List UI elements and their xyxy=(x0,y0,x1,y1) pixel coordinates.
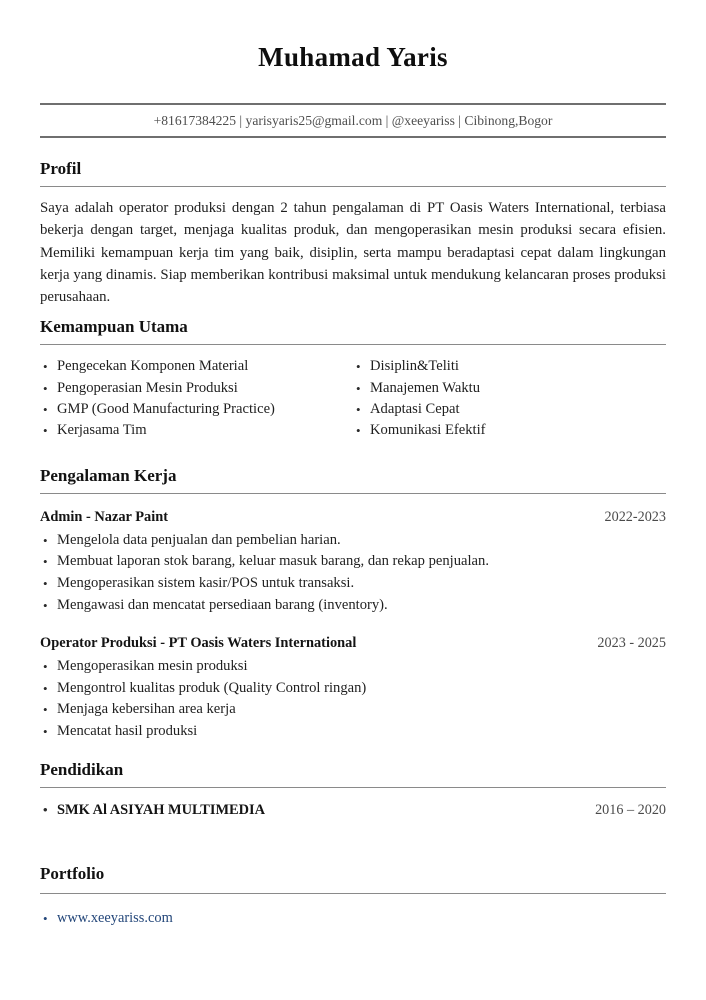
job-title: Admin - Nazar Paint xyxy=(40,508,169,525)
job-bullet: • Membuat laporan stok barang, keluar masuk barang, dan rekap penjualan. xyxy=(40,551,666,573)
contact-line: +81617384225 | yarisyaris25@gmail.com | @xeeyariss | Cibinong,Bogor xyxy=(153,113,553,128)
experience-heading: Pengalaman Kerja xyxy=(40,465,177,485)
divider xyxy=(40,186,666,187)
education-school: • SMK Al ASIYAH MULTIMEDIA xyxy=(40,800,265,820)
section-experience xyxy=(40,466,666,743)
section-profil xyxy=(40,159,666,308)
skill-item: • Komunikasi Efektif xyxy=(353,420,666,441)
job-bullet: • Mencatat hasil produksi xyxy=(40,721,666,743)
profil-text: Saya adalah operator produksi dengan 2 tahun pengalaman di PT Oasis Waters International, terbiasa bekerja dengan target, menjaga kualitas produk, dan mengoperasikan mesin produksi secara efisien. Memiliki kemampuan kerja tim yang baik, disiplin, serta mampu beradaptasi cepat dalam lingkungan kerja yang dinamis. Siap memberikan kontribusi maksimal untuk mendukung kelancaran proses produksi perusahaan. xyxy=(40,200,666,306)
skills-heading: Kemampuan Utama xyxy=(40,317,188,337)
job-dates: 2023 - 2025 xyxy=(597,634,666,651)
skill-item: • Kerjasama Tim xyxy=(40,420,353,441)
skill-item: • Pengoperasian Mesin Produksi xyxy=(40,378,353,399)
section-portfolio xyxy=(40,864,666,929)
skill-item: • GMP (Good Manufacturing Practice) xyxy=(40,399,353,420)
divider xyxy=(40,493,666,494)
education-heading: Pendidikan xyxy=(40,760,124,780)
section-education xyxy=(40,760,666,820)
portfolio-link[interactable]: www.xeeyariss.com xyxy=(57,910,173,927)
job-bullet-list xyxy=(40,530,666,617)
job-bullet-list xyxy=(40,656,666,743)
job-header xyxy=(40,508,666,527)
education-entry xyxy=(40,800,666,820)
job-entry xyxy=(40,508,666,617)
job-dates: 2022-2023 xyxy=(604,508,666,525)
skill-item: • Manajemen Waktu xyxy=(353,378,666,399)
skills-columns xyxy=(40,356,666,441)
divider xyxy=(40,893,666,894)
skill-item: • Pengecekan Komponen Material xyxy=(40,356,353,377)
education-dates: 2016 – 2020 xyxy=(595,802,666,819)
divider xyxy=(40,344,666,345)
divider xyxy=(40,136,666,138)
page-title: Muhamad Yaris xyxy=(258,42,448,72)
divider xyxy=(40,787,666,788)
job-entry xyxy=(40,634,666,743)
portfolio-list xyxy=(40,908,666,929)
job-bullet: • Mengawasi dan mencatat persediaan barang (inventory). xyxy=(40,595,666,617)
job-bullet: • Mengontrol kualitas produk (Quality Control ringan) xyxy=(40,678,666,700)
job-bullet: • Mengoperasikan sistem kasir/POS untuk transaksi. xyxy=(40,573,666,595)
job-header xyxy=(40,634,666,653)
portfolio-item xyxy=(40,908,666,929)
job-bullet: • Mengelola data penjualan dan pembelian harian. xyxy=(40,530,666,552)
skill-item: • Disiplin&Teliti xyxy=(353,356,666,377)
portfolio-heading: Portfolio xyxy=(40,864,105,884)
skills-left-column xyxy=(40,356,353,441)
job-bullet: • Mengoperasikan mesin produksi xyxy=(40,656,666,678)
profil-heading: Profil xyxy=(40,159,82,178)
job-title: Operator Produksi - PT Oasis Waters International xyxy=(40,634,357,651)
skills-right-column xyxy=(353,356,666,441)
skill-item: • Adaptasi Cepat xyxy=(353,399,666,420)
job-bullet: • Menjaga kebersihan area kerja xyxy=(40,699,666,721)
section-skills xyxy=(40,317,666,441)
